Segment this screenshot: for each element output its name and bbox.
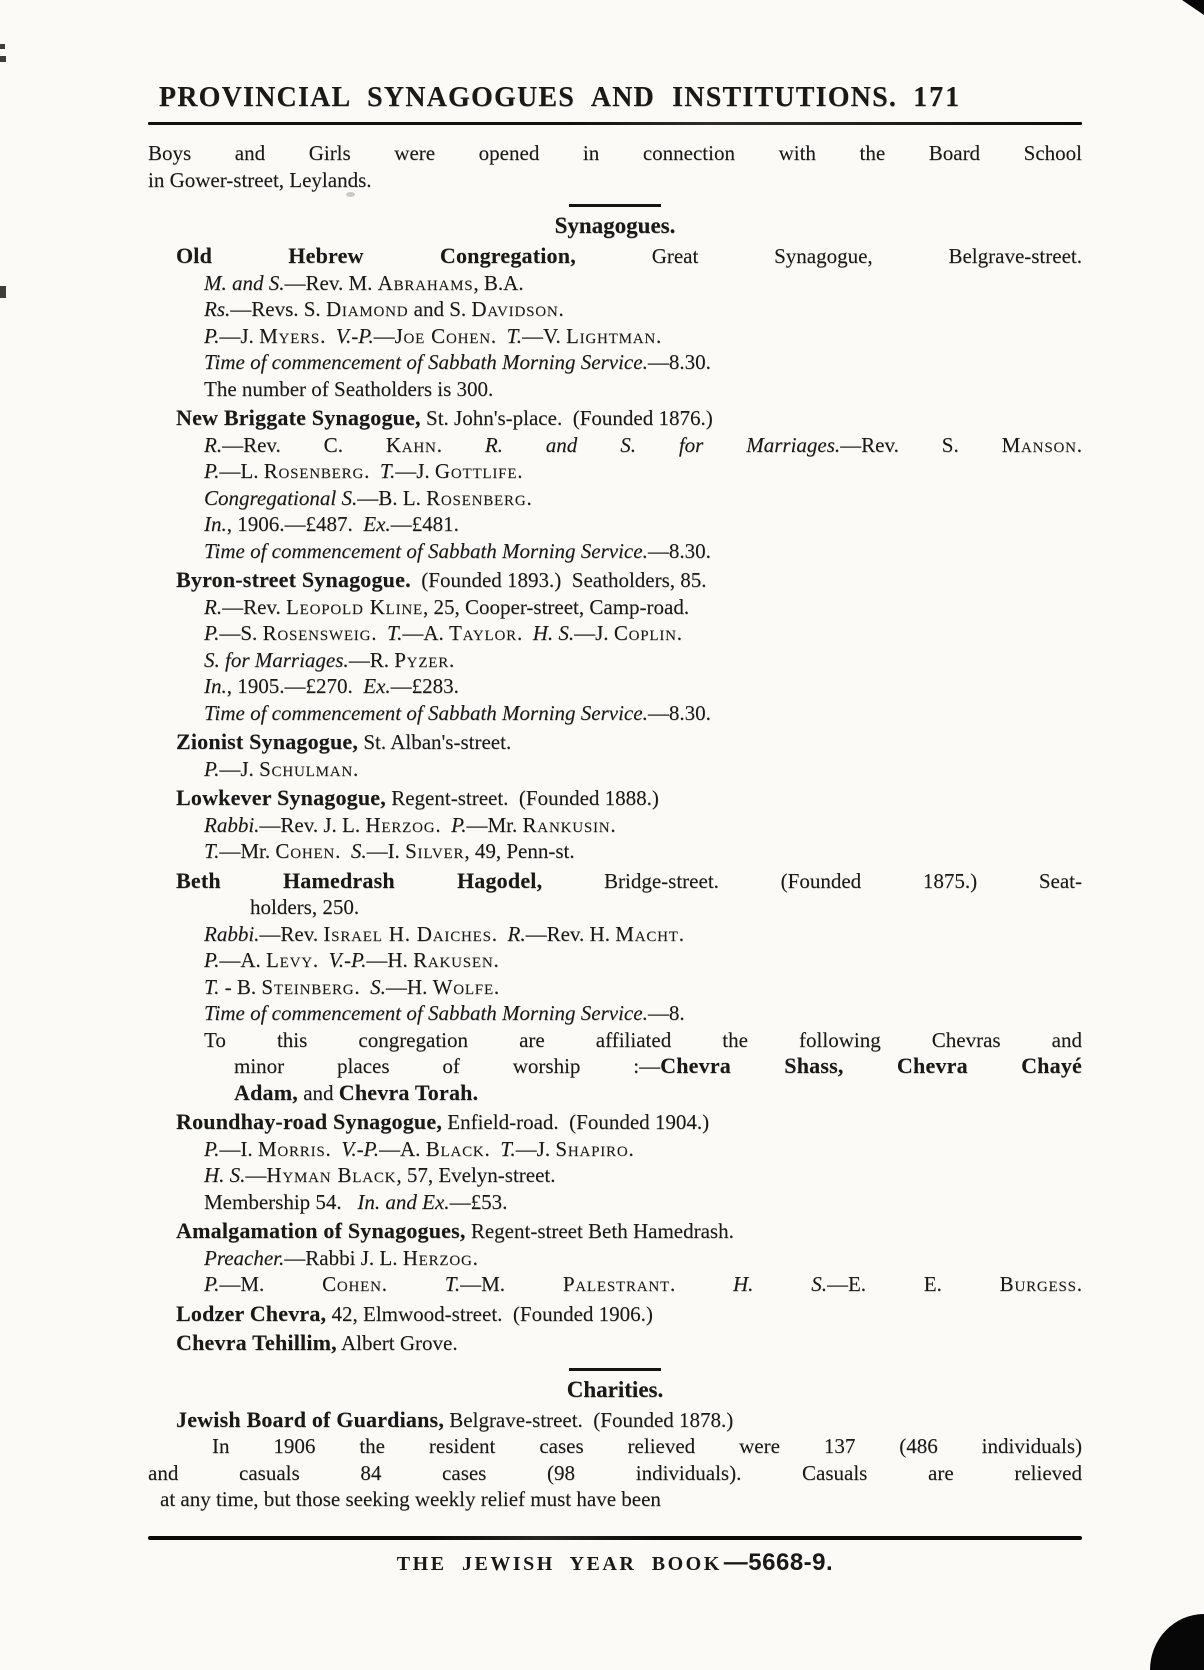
text-segment: Preacher. [204, 1245, 285, 1270]
text-segment: S. [350, 839, 367, 863]
text-line: in Gower-street, Leylands. [148, 167, 372, 192]
text-segment: Macht [615, 921, 679, 946]
text-line [148, 838, 1082, 865]
text-segment: Levy [266, 948, 313, 972]
text-segment: Davidson [471, 297, 559, 321]
text-segment: Joe Cohen [394, 323, 491, 348]
text-segment: —8. [647, 1001, 685, 1025]
text-segment: —8.30. [647, 538, 711, 563]
text-line [148, 485, 1082, 512]
text-line [148, 432, 1082, 459]
text-segment: Albert Grove. [336, 1331, 458, 1355]
text-segment: minor places of worship :— [234, 1054, 661, 1078]
text-line [148, 756, 1082, 783]
text-segment: Burgess [999, 1272, 1077, 1296]
text-segment: T. [386, 621, 403, 645]
text-segment: . [325, 1136, 342, 1161]
text-segment: Rosenberg [263, 459, 365, 483]
footer-text [148, 1549, 1082, 1577]
text-segment: . [381, 1272, 445, 1296]
text-segment: Cohen [322, 1272, 382, 1296]
text-segment: —J. [219, 756, 260, 781]
text-segment: Zionist Synagogue, [176, 729, 359, 754]
text-line [148, 1136, 1082, 1163]
text-segment: — [373, 323, 395, 348]
text-segment: Rakusen [413, 948, 494, 972]
text-segment: —I. [219, 1136, 258, 1161]
section-title: Charities. [566, 1376, 664, 1402]
text-line [148, 1027, 1082, 1054]
text-line: Boys and Girls were opened in connection with the Board School [148, 141, 1082, 165]
text-segment: —B. L. [357, 485, 427, 510]
text-segment: —J. [219, 323, 260, 348]
text-segment: St. Alban's-street. [358, 730, 512, 754]
text-segment: P. [204, 323, 220, 348]
text-segment: Belgrave-street. (Founded 1878.) [444, 1407, 734, 1432]
entry [148, 785, 1082, 865]
text-segment: . [449, 647, 455, 672]
text-segment: —E. E. [826, 1272, 1000, 1296]
text-segment: —Rev. [259, 921, 324, 946]
text-segment: In. [204, 512, 227, 536]
text-segment: Schulman [259, 756, 353, 781]
text-line [148, 974, 1082, 1001]
text-segment: —Rev. [222, 594, 287, 619]
text-segment: Jewish Board of Guardians, [176, 1406, 445, 1432]
text-segment: New Briggate Synagogue, [176, 405, 421, 430]
entry [148, 1301, 1082, 1328]
text-line [148, 323, 1082, 350]
text-segment: S. [370, 974, 386, 999]
text-line [148, 1000, 1082, 1027]
text-segment: Rs. [204, 297, 231, 321]
text-segment: —Rev. M. [284, 270, 378, 295]
entry [148, 1218, 1082, 1298]
text-segment: —J. [574, 621, 614, 645]
text-line [148, 458, 1082, 485]
text-segment: H. S. [204, 1163, 246, 1187]
text-segment: Gottlife [434, 459, 518, 483]
text-segment: T. [444, 1272, 461, 1296]
text-segment: Manson [1001, 432, 1077, 457]
text-segment: P. [204, 1136, 220, 1161]
text-line [148, 1218, 1082, 1245]
text-segment: Israel H. Daiches [323, 921, 492, 946]
text-segment: —M. [219, 1272, 323, 1296]
sections [148, 204, 1082, 1513]
text-segment: S. for Marriages. [204, 647, 349, 672]
text-segment: T. [506, 323, 522, 348]
text-segment: Congregational S. [204, 485, 358, 510]
text-segment: —Rev. C. [222, 432, 386, 457]
text-segment: —A. [219, 948, 267, 972]
section-title: Synagogues. [554, 213, 676, 238]
text-segment: Ex. [363, 674, 391, 698]
text-segment: —£283. [390, 674, 459, 698]
text-segment: . [628, 1136, 634, 1161]
text-segment: Kahn [385, 432, 437, 457]
text-segment: Byron-street Synagogue. [176, 567, 411, 592]
text-line [148, 1245, 1082, 1272]
text-segment: . [670, 1272, 734, 1296]
text-segment: P. [204, 621, 220, 645]
text-segment: Leopold Kline [286, 594, 424, 619]
scan-edge-artifact-top-right [1182, 0, 1204, 15]
text-segment: St. John's-place. (Founded 1876.) [420, 406, 713, 430]
text-segment: T. [500, 1136, 516, 1161]
footer-rule [148, 1536, 1082, 1540]
section-divider [569, 1368, 661, 1371]
text-segment: Cohen [275, 839, 336, 863]
text-segment: holders, 250. [250, 895, 360, 919]
text-segment: P. [204, 948, 220, 972]
text-segment: , 1905.—£270. [226, 674, 364, 698]
text-segment: . [490, 323, 507, 348]
text-segment: Wolfe [432, 974, 494, 999]
text-segment: . [491, 921, 508, 946]
text-segment: Beth Hamedrash Hagodel, [176, 867, 543, 893]
text-segment: T. [204, 839, 220, 863]
text-segment: —A. [379, 1136, 426, 1161]
text-segment: —S. [219, 621, 263, 645]
text-line [148, 1407, 1082, 1434]
text-segment: Morris [257, 1136, 326, 1161]
text-segment: . [354, 974, 371, 999]
text-segment: —H. [385, 974, 433, 999]
text-segment: Herzog [402, 1245, 473, 1270]
text-line [148, 594, 1082, 621]
text-segment: Rankusin [522, 812, 611, 837]
text-segment: —Rev. S. [840, 432, 1002, 457]
text-segment: The number of Seatholders is 300. [204, 376, 494, 401]
section-divider [569, 204, 661, 207]
text-segment: . [493, 948, 499, 972]
text-segment: Taylor [449, 621, 517, 645]
entry [148, 243, 1082, 402]
text-segment: P. [204, 756, 220, 781]
text-segment: at any time, but those seeking weekly relief must have been [160, 1487, 661, 1511]
text-segment: . [558, 297, 564, 321]
text-segment: Lowkever Synagogue, [176, 785, 386, 810]
text-segment: and casuals 84 cases (98 individuals). Casuals are relieved [148, 1460, 1082, 1485]
text-line [148, 1271, 1082, 1298]
text-segment: Roundhay-road Synagogue, [176, 1109, 443, 1134]
text-line [148, 243, 1082, 270]
text-segment: . [656, 323, 662, 348]
text-segment: . [610, 812, 616, 837]
text-line [148, 1053, 1082, 1080]
text-segment: M. and S. [204, 270, 285, 295]
text-segment: Herzog [365, 812, 436, 837]
text-segment: Pyzer [394, 647, 450, 672]
text-segment: . [436, 432, 485, 457]
text-segment: Diamond [325, 297, 409, 321]
text-segment: . [678, 921, 684, 946]
text-segment: , B.A. [473, 270, 524, 295]
text-segment: V.-P. [341, 1136, 380, 1161]
text-segment: Rosensweig [262, 621, 372, 645]
text-segment: To this congregation are affiliated the following Chevras and [204, 1027, 1082, 1052]
text-segment: Great Synagogue, Belgrave-street. [575, 244, 1082, 268]
page-title: PROVINCIAL SYNAGOGUES AND INSTITUTIONS. [158, 82, 898, 113]
text-segment: R. [507, 921, 526, 946]
text-segment: Silver [405, 839, 465, 863]
text-segment: —R. [348, 647, 395, 672]
text-segment: , 1906.—£487. [226, 512, 364, 536]
text-segment: Ex. [363, 512, 391, 536]
intro-paragraph [148, 140, 1082, 193]
text-line [148, 1080, 1082, 1107]
text-line [148, 620, 1082, 647]
text-segment: —J. [515, 1136, 556, 1161]
text-line [148, 729, 1082, 756]
page-footer [148, 1536, 1082, 1577]
text-segment: . [352, 756, 359, 781]
text-segment: —8.30. [647, 350, 711, 374]
text-segment: . [493, 974, 500, 999]
text-segment: . [517, 459, 523, 483]
text-segment: Coplin [613, 621, 677, 645]
text-line [148, 700, 1082, 727]
text-segment: Regent-street Beth Hamedrash. [465, 1219, 734, 1243]
text-segment: . [371, 621, 387, 645]
text-line [148, 405, 1082, 432]
text-segment: . [484, 1136, 501, 1161]
text-segment: Steinberg [261, 974, 355, 999]
text-line [148, 511, 1082, 538]
text-line [148, 812, 1082, 839]
text-segment: (Founded 1893.) Seatholders, 85. [410, 568, 707, 592]
page-content [148, 82, 1082, 1513]
text-line [148, 947, 1082, 974]
text-line [148, 567, 1082, 594]
text-segment: 42, Elmwood-street. (Founded 1906.) [326, 1301, 653, 1326]
text-segment: —Revs. S. [230, 297, 326, 321]
text-segment: —Mr. [466, 812, 523, 837]
text-line [148, 894, 1082, 921]
text-segment: Chevra Tehillim, [176, 1330, 337, 1355]
text-line [148, 376, 1082, 403]
text-segment: —H. [366, 948, 414, 972]
entry [148, 567, 1082, 726]
text-segment: and [297, 1080, 339, 1105]
text-segment: H. S. [733, 1272, 827, 1296]
text-segment: P. [451, 812, 467, 837]
text-segment: —I. [366, 839, 406, 863]
text-line [148, 1460, 1082, 1487]
text-segment: Adam, [234, 1079, 298, 1105]
text-segment: —M. [460, 1272, 563, 1296]
text-segment: —L. [219, 459, 264, 483]
entry [148, 405, 1082, 564]
text-segment: —Mr. [219, 839, 276, 863]
text-segment: , 57, Evelyn-street. [396, 1163, 556, 1187]
text-segment: Rabbi. [204, 921, 260, 946]
text-segment: Bridge-street. (Founded 1875.) Seat- [542, 868, 1082, 893]
text-segment: Lodzer Chevra, [176, 1300, 327, 1326]
text-line [148, 1301, 1082, 1328]
text-segment: P. [204, 1272, 220, 1296]
entry [148, 1330, 1082, 1357]
section [148, 1368, 1082, 1513]
text-segment: Time of commencement of Sabbath Morning Service. [204, 700, 648, 725]
text-segment: V.-P. [335, 323, 374, 348]
text-segment: . [676, 621, 683, 645]
entry [148, 868, 1082, 1107]
text-line [148, 1109, 1082, 1136]
scan-edge-artifact-bottom-right [1150, 1614, 1204, 1670]
text-segment: Chevra Torah. [338, 1079, 479, 1105]
text-segment: . [335, 839, 351, 863]
text-segment: —J. [395, 459, 435, 483]
text-line [148, 673, 1082, 700]
text-line [148, 1330, 1082, 1357]
scan-speck [0, 56, 6, 62]
text-segment: Shapiro [555, 1136, 629, 1161]
text-segment: . [526, 485, 532, 510]
footer-year-number: —5668-9. [723, 1549, 834, 1576]
text-segment: . [364, 459, 380, 483]
text-segment: —£481. [390, 512, 459, 536]
text-segment: Time of commencement of Sabbath Morning Service. [204, 1001, 648, 1025]
text-segment: . [435, 812, 452, 837]
text-segment: —Rev. J. L. [259, 812, 366, 837]
text-segment: Time of commencement of Sabbath Morning Service. [204, 350, 648, 374]
text-segment: —Rabbi J. L. [284, 1245, 403, 1270]
text-line [148, 349, 1082, 376]
text-segment: . [1076, 432, 1082, 457]
text-segment: —A. [402, 621, 450, 645]
text-segment: R. and S. for Marriages. [484, 432, 841, 457]
header-rule [148, 122, 1082, 125]
entry [148, 1109, 1082, 1215]
text-segment: and S. [408, 297, 472, 321]
text-segment: Black [425, 1136, 485, 1161]
text-line [148, 1433, 1082, 1460]
text-segment: P. [204, 459, 220, 483]
text-segment: Old Hebrew Congregation, [176, 243, 576, 268]
text-segment: — [245, 1163, 267, 1187]
text-segment: R. [204, 594, 223, 619]
entry [148, 1407, 1082, 1513]
text-segment: . [1076, 1272, 1083, 1296]
text-segment: Rosenberg [426, 485, 527, 510]
text-segment: T. [204, 974, 220, 999]
section [148, 204, 1082, 1357]
text-line [148, 270, 1082, 297]
text-segment: V.-P. [328, 948, 367, 972]
text-segment: —Rev. H. [525, 921, 616, 946]
text-segment: - B. [219, 974, 262, 999]
scan-speck [0, 44, 5, 49]
text-line [148, 868, 1082, 895]
text-segment: R. [204, 432, 223, 457]
text-segment: . [516, 621, 533, 645]
text-segment: Time of commencement of Sabbath Morning Service. [204, 538, 648, 563]
text-line [148, 538, 1082, 565]
text-segment: , 25, Cooper-street, Camp-road. [423, 594, 690, 619]
text-line [148, 1162, 1082, 1189]
entry [148, 729, 1082, 782]
text-segment: In. and Ex. [357, 1189, 450, 1214]
text-line [148, 1189, 1082, 1216]
text-segment: Lightman [565, 323, 657, 348]
text-segment: —£53. [449, 1189, 508, 1214]
text-segment: Rabbi. [204, 812, 260, 837]
running-header [148, 82, 1082, 114]
text-segment: In. [204, 674, 227, 698]
text-segment: Chevra Shass, Chevra Chayé [660, 1053, 1082, 1078]
text-segment: Amalgamation of Synagogues, [176, 1218, 466, 1243]
text-segment: T. [379, 459, 396, 483]
text-segment: Palestrant [562, 1272, 670, 1296]
text-segment: . [320, 323, 336, 348]
page-number: 171 [913, 82, 962, 113]
scan-speck [0, 286, 6, 298]
text-segment: Myers [259, 323, 321, 348]
text-segment: , 49, Penn-st. [464, 839, 575, 863]
text-segment: . [472, 1245, 478, 1270]
text-segment: Regent-street. (Founded 1888.) [385, 786, 659, 810]
text-line [148, 921, 1082, 948]
text-segment: Abrahams [377, 270, 474, 295]
text-segment: H. S. [532, 621, 575, 645]
footer-book-title: THE JEWISH YEAR BOOK [396, 1553, 722, 1575]
text-segment: In 1906 the resident cases relieved were 137 (486 individuals) [212, 1434, 1082, 1458]
text-segment: —8.30. [647, 700, 711, 725]
text-segment: . [312, 948, 329, 972]
text-segment: Enfield-road. (Founded 1904.) [442, 1110, 710, 1134]
text-segment: —V. [521, 323, 566, 348]
text-line [148, 647, 1082, 674]
text-line [148, 785, 1082, 812]
text-segment: Hyman Black [266, 1163, 397, 1187]
text-line [148, 296, 1082, 323]
text-segment: Membership 54. [204, 1189, 358, 1214]
text-line [148, 1486, 1082, 1513]
